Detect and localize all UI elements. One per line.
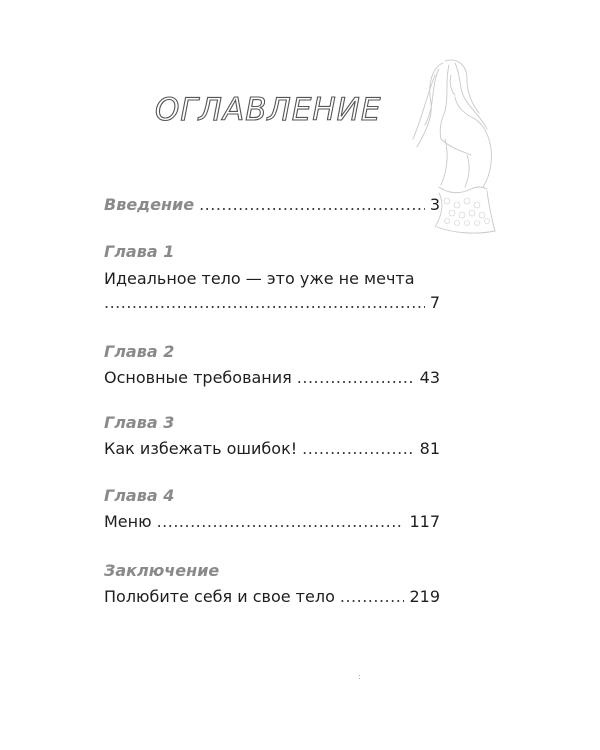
toc-chapter-title: Идеальное тело — это уже не мечта [104, 269, 415, 288]
toc-line [104, 366, 440, 390]
toc-chapter-title: Полюбите себя и свое тело [104, 587, 335, 606]
toc-entry-chapter-4[interactable] [104, 485, 440, 534]
page-title: ОГЛАВЛЕНИЕ [155, 92, 382, 128]
toc-line [104, 193, 440, 217]
toc-page-number: 3 [429, 195, 440, 214]
toc-page-number: 219 [409, 587, 440, 606]
toc-chapter-title: Как избежать ошибок! [104, 439, 298, 458]
toc-line [104, 291, 440, 315]
toc-entry-introduction[interactable] [104, 193, 440, 217]
footer-mark: : [358, 672, 361, 681]
toc-chapter-title: Меню [104, 512, 152, 531]
toc-line [104, 437, 440, 461]
toc-page-number: 81 [419, 439, 440, 458]
leader-dots [297, 366, 415, 390]
leader-dots [104, 291, 425, 315]
toc-line [104, 585, 440, 609]
toc-heading: Введение [104, 195, 195, 214]
toc-page-number: 7 [429, 293, 440, 312]
leader-dots [302, 437, 414, 461]
toc-heading: Глава 4 [104, 486, 175, 505]
toc-heading: Заключение [104, 561, 220, 580]
toc-entry-conclusion[interactable] [104, 560, 440, 609]
leader-dots [157, 510, 405, 534]
toc-entry-chapter-1[interactable] [104, 241, 440, 315]
toc-page-number: 117 [409, 512, 440, 531]
toc-heading: Глава 1 [104, 242, 175, 261]
toc-heading: Глава 3 [104, 413, 175, 432]
toc-chapter-title: Основные требования [104, 368, 292, 387]
leader-dots [340, 585, 405, 609]
toc-line [104, 510, 440, 534]
toc-heading: Глава 2 [104, 342, 175, 361]
toc-entry-chapter-3[interactable] [104, 412, 440, 461]
leader-dots [199, 193, 425, 217]
toc-page-number: 43 [419, 368, 440, 387]
toc-entry-chapter-2[interactable] [104, 341, 440, 390]
